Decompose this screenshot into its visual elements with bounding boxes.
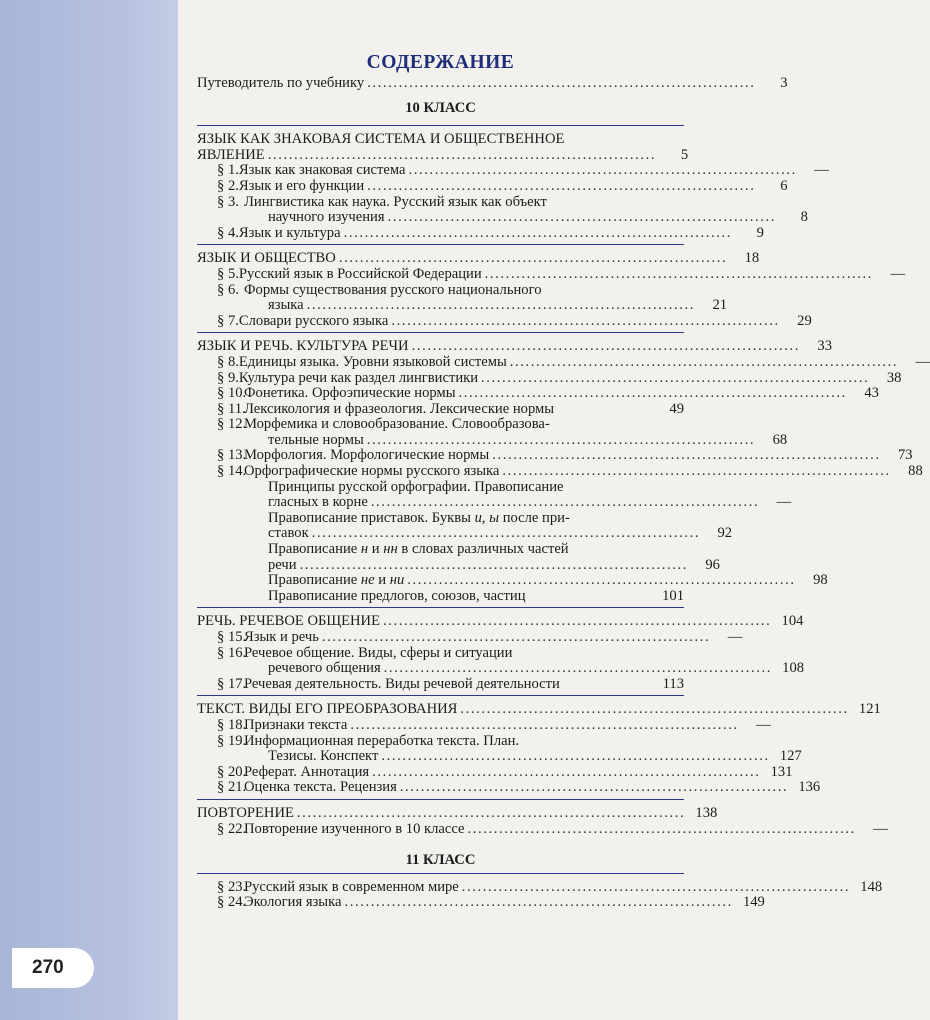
toc-subsection-3[interactable]: Правописание н и нн в словах различных частей речи .......................................................................... 96 bbox=[268, 541, 720, 573]
toc-section-22[interactable]: § 22. Повторение изученного в 10 классе .......................................................................... — bbox=[217, 820, 888, 837]
toc-section-2[interactable]: § 2. Язык и его функции .......................................................................... 6 bbox=[217, 177, 788, 194]
toc-section-17[interactable]: § 17. Речевая деятельность. Виды речевой деятельности 113 bbox=[217, 675, 684, 692]
toc-entry-guide[interactable]: Путеводитель по учебнику .......................................................................... 3 bbox=[197, 75, 788, 91]
toc-section-1[interactable]: § 1. Язык как знаковая система .......................................................................... — bbox=[217, 162, 829, 179]
divider bbox=[197, 607, 684, 608]
divider bbox=[197, 125, 684, 126]
toc-section-10[interactable]: § 10. Фонетика. Орфоэпические нормы .......................................................................... 43 bbox=[217, 385, 879, 402]
toc-section-7[interactable]: § 7. Словари русского языка .......................................................................... 29 bbox=[217, 312, 812, 329]
toc-chapter-2[interactable]: ЯЗЫК И ОБЩЕСТВО .......................................................................... 18 bbox=[197, 250, 760, 267]
toc-section-19[interactable]: § 19. Информационная переработка текста. План. Тезисы. Конспект .......................................................................... 127 bbox=[217, 732, 802, 765]
toc-section-20[interactable]: § 20. Реферат. Аннотация .......................................................................... 131 bbox=[217, 763, 793, 780]
toc-section-6[interactable]: § 6. Формы существования русского национального языка .......................................................................... 21 bbox=[217, 281, 728, 314]
toc-chapter-4[interactable]: РЕЧЬ. РЕЧЕВОЕ ОБЩЕНИЕ .......................................................................... 104 bbox=[197, 613, 804, 630]
toc-section-11[interactable]: § 11. Лексикология и фразеология. Лексические нормы 49 bbox=[217, 400, 684, 417]
toc-section-24[interactable]: § 24. Экология языка .......................................................................... 149 bbox=[217, 894, 765, 911]
toc-chapter-3[interactable]: ЯЗЫК И РЕЧЬ. КУЛЬТУРА РЕЧИ .......................................................................... 33 bbox=[197, 338, 832, 355]
toc-section-9[interactable]: § 9. Культура речи как раздел лингвистики .......................................................................... 38 bbox=[217, 369, 902, 386]
divider bbox=[197, 332, 684, 333]
toc-subsection-5[interactable]: Правописание предлогов, союзов, частиц 101 bbox=[268, 587, 684, 604]
toc-chapter-5[interactable]: ТЕКСТ. ВИДЫ ЕГО ПРЕОБРАЗОВАНИЯ .......................................................................... 121 bbox=[197, 701, 881, 718]
toc-section-12[interactable]: § 12. Морфемика и словообразование. Словообразова- тельные нормы .......................................................................... 68 bbox=[217, 416, 788, 448]
toc-section-21[interactable]: § 21. Оценка текста. Рецензия .......................................................................... 136 bbox=[217, 779, 821, 796]
page-number: 270 bbox=[12, 948, 94, 988]
toc-section-8[interactable]: § 8. Единицы языка. Уровни языковой системы .......................................................................... — bbox=[217, 353, 930, 370]
toc-chapter-6[interactable]: ПОВТОРЕНИЕ .......................................................................... 138 bbox=[197, 804, 718, 821]
divider bbox=[197, 799, 684, 800]
grade-10-heading: 10 КЛАСС bbox=[405, 99, 476, 116]
toc-section-5[interactable]: § 5. Русский язык в Российской Федерации .......................................................................... — bbox=[217, 265, 906, 282]
toc-chapter-1[interactable]: ЯЗЫК КАК ЗНАКОВАЯ СИСТЕМА И ОБЩЕСТВЕННОЕ ЯВЛЕНИЕ .......................................................................... 5 bbox=[197, 131, 689, 163]
page-title: СОДЕРЖАНИЕ bbox=[366, 52, 515, 73]
grade-11-heading: 11 КЛАСС bbox=[405, 852, 476, 869]
page-margin-band bbox=[0, 0, 178, 1020]
toc-subsection-1[interactable]: Принципы русской орфографии. Правописание гласных в корне .......................................................................... — bbox=[268, 478, 792, 511]
toc-section-15[interactable]: § 15. Язык и речь .......................................................................... — bbox=[217, 629, 743, 645]
toc-section-13[interactable]: § 13. Морфология. Морфологические нормы .......................................................................... 73 bbox=[217, 447, 913, 464]
toc-subsection-4[interactable]: Правописание не и ни .......................................................................... 98 bbox=[268, 572, 828, 589]
toc-section-3[interactable]: § 3. Лингвистика как наука. Русский язык как объект научного изучения .......................................................................... 8 bbox=[217, 193, 808, 226]
divider bbox=[197, 873, 684, 874]
toc-section-16[interactable]: § 16. Речевое общение. Виды, сферы и ситуации речевого общения .......................................................................... 108 bbox=[217, 644, 805, 677]
toc-section-23[interactable]: § 23. Русский язык в современном мире .......................................................................... 148 bbox=[217, 878, 883, 895]
table-of-contents bbox=[197, 50, 930, 911]
toc-section-4[interactable]: § 4. Язык и культура .......................................................................... 9 bbox=[217, 224, 764, 241]
toc-section-18[interactable]: § 18. Признаки текста .......................................................................... — bbox=[217, 716, 771, 733]
toc-subsection-2[interactable]: Правописание приставок. Буквы и, ы после при- ставок .......................................................................... 92 bbox=[268, 509, 733, 542]
toc-section-14[interactable]: § 14. Орфографические нормы русского языка .......................................................................... 88 bbox=[217, 463, 923, 480]
divider bbox=[197, 244, 684, 245]
divider bbox=[197, 695, 684, 696]
